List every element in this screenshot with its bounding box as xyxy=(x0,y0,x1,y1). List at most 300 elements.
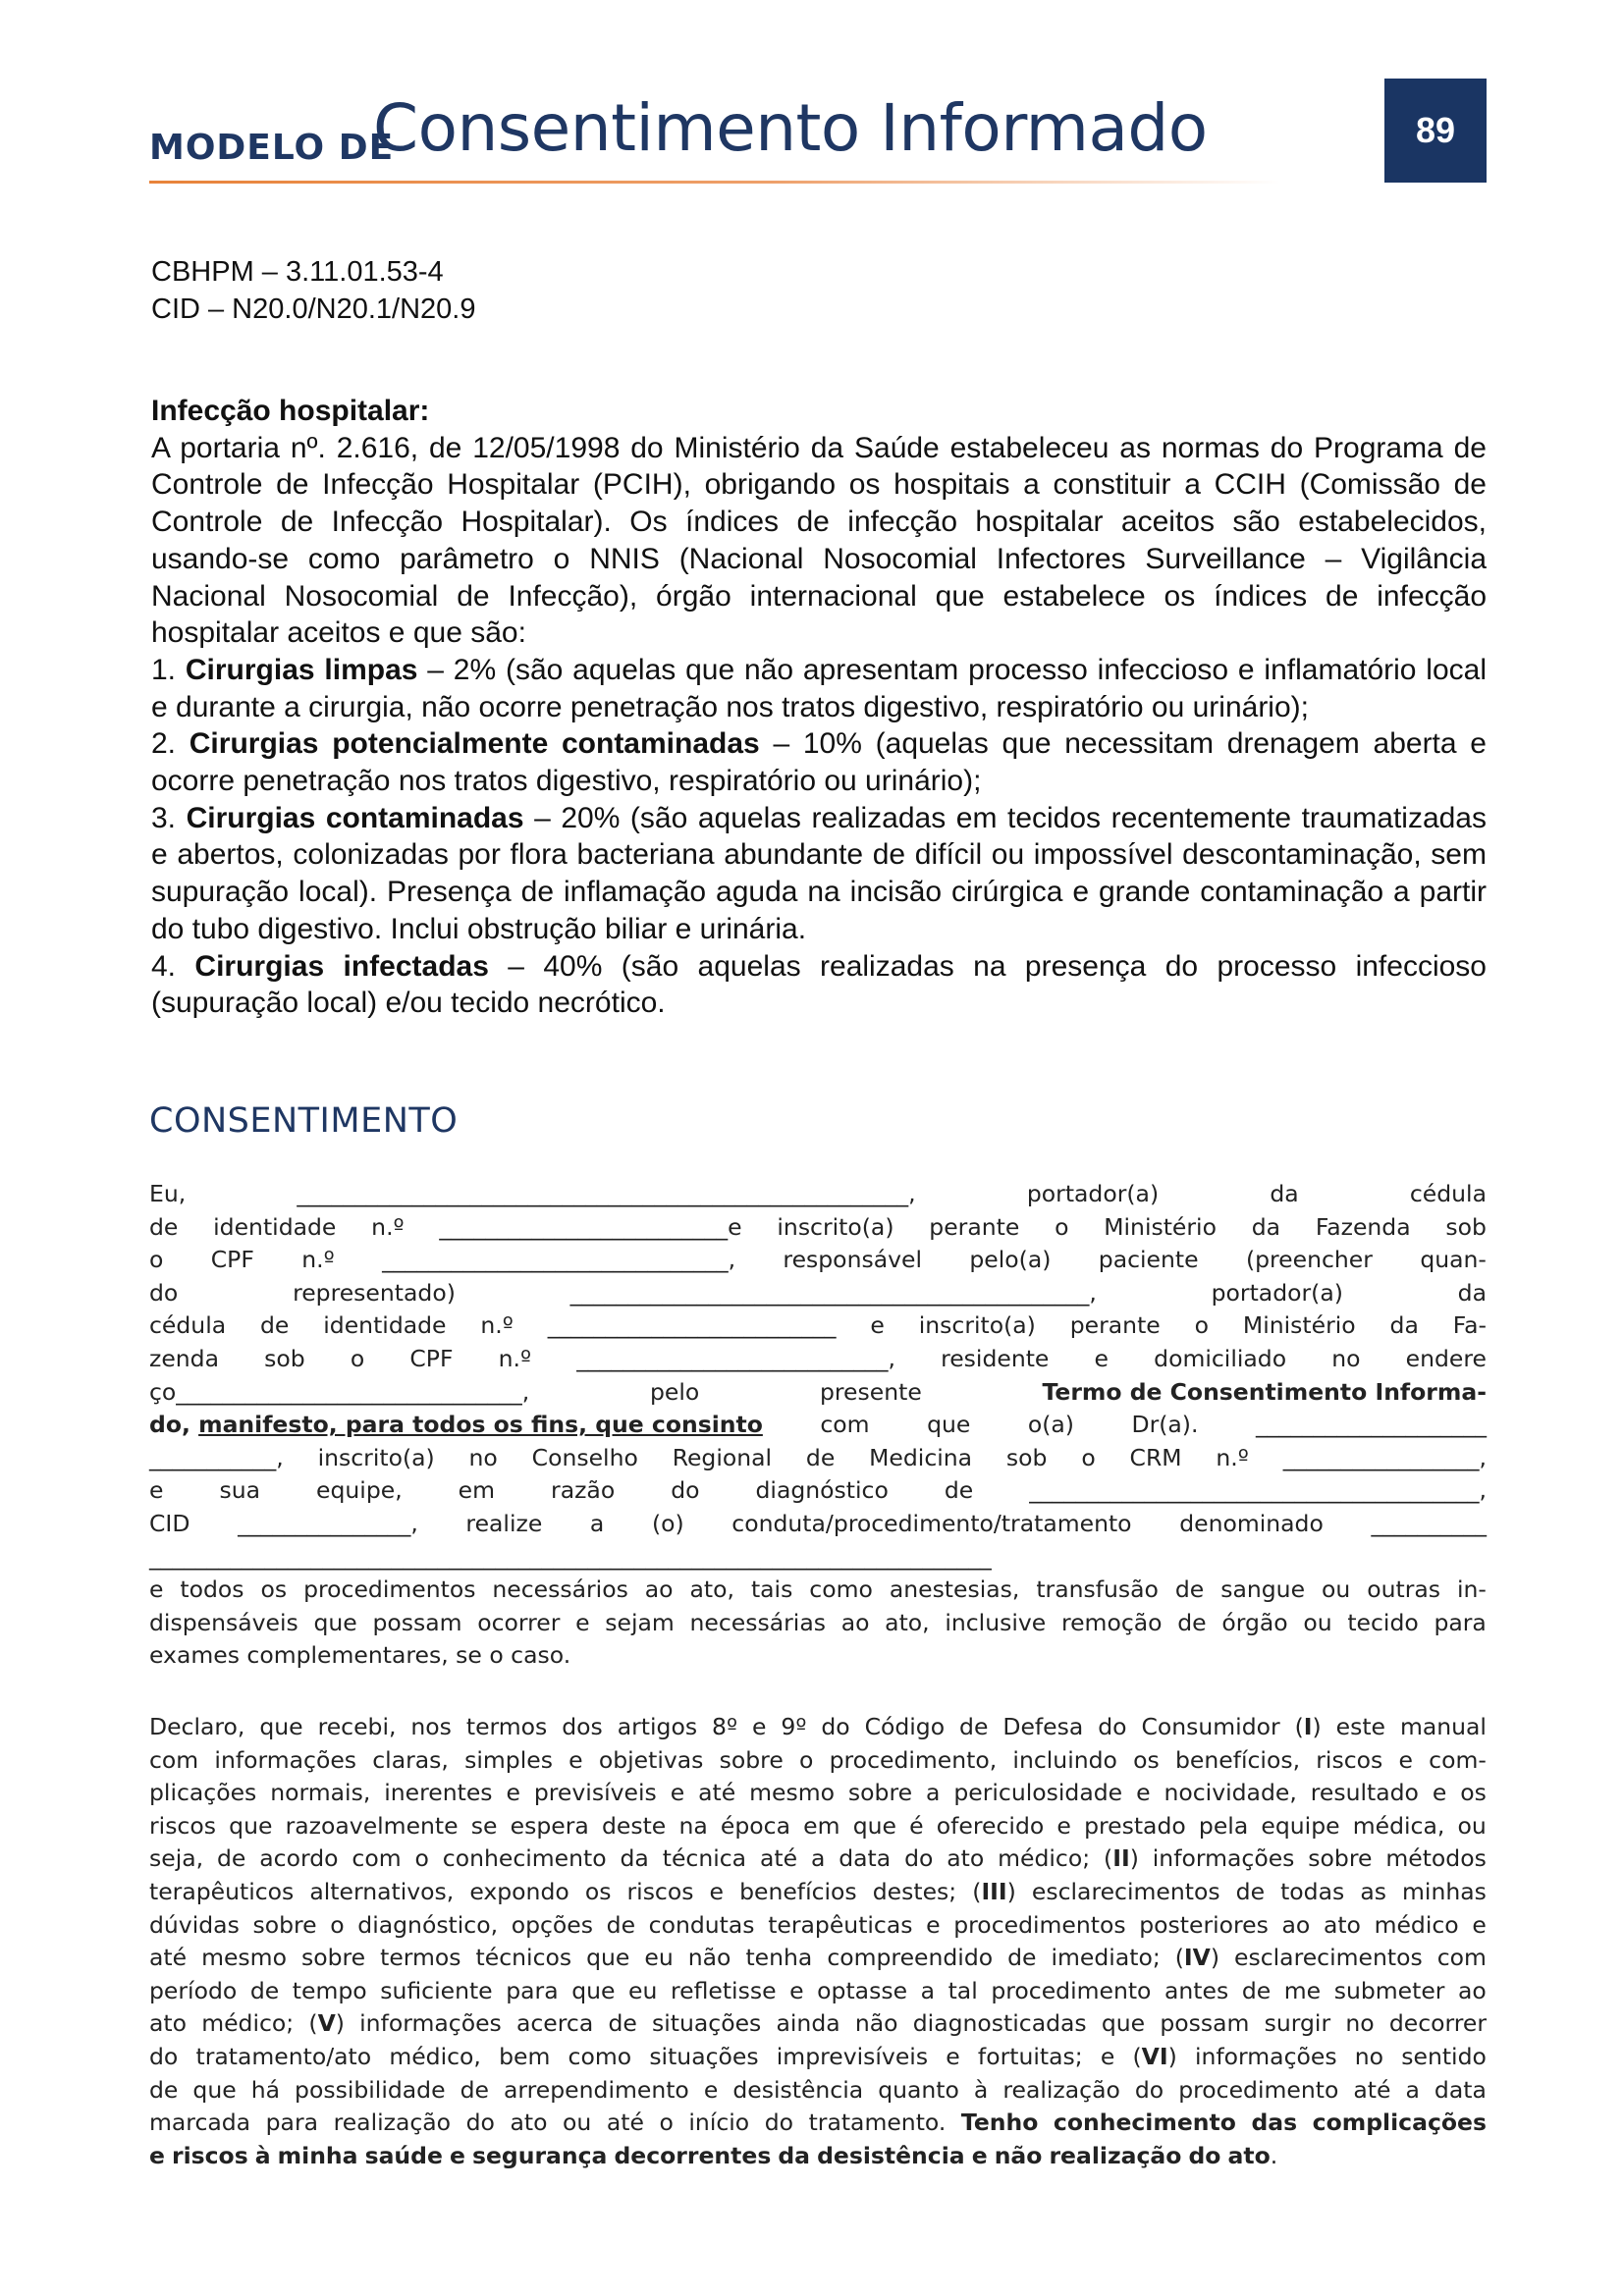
declaration-word: Declaro, xyxy=(149,1713,245,1740)
declaration-word: a xyxy=(1405,2075,1420,2104)
consent-word: transfusão xyxy=(1036,1575,1159,1604)
infection-heading: Infecção hospitalar: xyxy=(151,395,430,427)
declaration-word: realização xyxy=(1002,2075,1120,2104)
declaration-word: do xyxy=(821,1713,850,1740)
declaration-word: à xyxy=(973,2075,989,2104)
declaration-line xyxy=(149,1810,1487,1843)
declaration-word: submeter xyxy=(1333,1976,1445,2004)
declaration-word: equipe xyxy=(1261,1811,1340,1840)
declaration-word: acerca xyxy=(515,2009,594,2038)
declaration-word: ato xyxy=(1323,1910,1361,1939)
declaration-word: recebi, xyxy=(317,1713,397,1740)
declaration-word: médico; xyxy=(998,1844,1091,1873)
declaration-word: objetivas xyxy=(598,1745,704,1774)
declaration-word: que xyxy=(586,1944,630,1972)
consent-word: e xyxy=(575,1608,590,1636)
declaration-word: e xyxy=(670,1779,685,1807)
declaration-word: da xyxy=(620,1844,649,1873)
consent-word: procedimentos xyxy=(303,1575,476,1604)
declaration-word: Consumidor xyxy=(1141,1713,1280,1740)
declaration-word: não xyxy=(687,1944,731,1972)
declaration-word: complicações xyxy=(1312,2109,1487,2137)
consent-line xyxy=(149,1376,1487,1410)
consent-word: Termo de Consentimento Informa- xyxy=(1042,1377,1487,1406)
declaration-word: e xyxy=(971,2141,988,2169)
declaration-word: não xyxy=(854,2009,898,2038)
consent-word: quan- xyxy=(1420,1246,1487,1274)
declaration-word: época xyxy=(720,1811,790,1840)
consent-word: _________________, xyxy=(1282,1443,1487,1471)
declaration-word: sobre xyxy=(847,1779,913,1807)
declaration-word: e xyxy=(568,1745,583,1774)
declaration-word: condutas xyxy=(648,1910,755,1939)
consent-word: ato, xyxy=(689,1575,734,1604)
header-title-prefix: MODELO DE xyxy=(149,128,395,168)
declaration-word: (VI) xyxy=(1132,2042,1177,2070)
declaration-word: no xyxy=(1354,2042,1384,2070)
consent-word: Ministério xyxy=(1242,1311,1356,1340)
declaration-line xyxy=(149,1975,1487,2008)
declaration-word: do xyxy=(1188,2141,1221,2169)
declaration-word: do xyxy=(904,1844,934,1873)
infection-item: 2. Cirurgias potencialmente contaminadas – 10% (aquelas que necessitam drenagem aberta e ocorre penetração nos tratos digestivo, respiratório ou urinário); xyxy=(151,727,1487,798)
consent-word: CID xyxy=(149,1509,190,1537)
consent-word: ao xyxy=(644,1575,674,1604)
consent-word: equipe, xyxy=(316,1476,403,1505)
declaration-word: desistência xyxy=(732,2075,864,2104)
consent-word: necessários xyxy=(492,1575,628,1604)
declaration-word: benefícios xyxy=(739,1877,857,1905)
declaration-word: ato xyxy=(947,1844,985,1873)
declaration-word: até xyxy=(759,1844,798,1873)
consent-word: pelo xyxy=(649,1377,700,1406)
declaration-word: médico xyxy=(1374,1910,1459,1939)
consent-bold-phrase: do, manifesto, para todos os fins, que consinto xyxy=(149,1411,763,1439)
declaration-word: de xyxy=(217,1844,246,1873)
declaration-word: informações xyxy=(1194,2042,1337,2070)
declaration-word: (I) xyxy=(1294,1713,1322,1740)
consent-word: necessárias xyxy=(689,1608,826,1636)
declaration-word: e xyxy=(926,1910,941,1939)
infection-intro: A portaria nº. 2.616, de 12/05/1998 do Ministério da Saúde estabeleceu as normas do Programa de Controle de Infecção Hospitalar (PCIH), obrigando os hospitais a constituir a CCIH (Comissão de Controle de Infecção Hospitalar). Os índices de infecção hospitalar aceitos são estabelecidos, usando-se como parâmetro o NNIS (Nacional Nosocomial Infectores Surveillance – Vigilância Nacional Nosocomial de Infecção), órgão internacional que estabelece os índices de infecção hospitalar aceitos e que são: xyxy=(151,431,1487,650)
declaration-word: imediato; xyxy=(1051,1944,1161,1972)
declaration-line xyxy=(149,2140,1487,2173)
declaration-word: refletisse xyxy=(670,1976,777,2004)
declaration-word: riscos xyxy=(626,1877,694,1905)
declaration-word: eu xyxy=(644,1944,674,1972)
consent-word: paciente xyxy=(1098,1246,1199,1274)
declaration-word: possam xyxy=(1160,2009,1250,2038)
declaration-word: e xyxy=(449,2141,465,2169)
infection-item: 1. Cirurgias limpas – 2% (são aquelas que não apresentam processo infeccioso e inflamatório local e durante a cirurgia, não ocorre penetração nos tratos digestivo, respiratório ou urinário); xyxy=(151,653,1488,723)
consent-word: ____________________ xyxy=(1255,1411,1487,1439)
consent-word: CRM xyxy=(1129,1443,1182,1471)
declaration-word: suficiente xyxy=(380,1976,493,2004)
declaration-line xyxy=(149,1744,1487,1778)
consent-word: de xyxy=(805,1443,836,1471)
declaration-word: razoavelmente xyxy=(285,1811,459,1840)
declaration-word: é xyxy=(909,1811,924,1840)
declaration-word: de xyxy=(1241,1976,1272,2004)
consent-word: órgão xyxy=(1221,1608,1288,1636)
header-title: Consentimento Informado xyxy=(373,90,1208,166)
consent-word: do xyxy=(149,1278,179,1307)
declaration-word: com xyxy=(149,1745,199,1774)
declaration-word: simples xyxy=(464,1745,553,1774)
declaration-word: de xyxy=(959,1713,989,1740)
declaration-word: com xyxy=(352,1844,402,1873)
consent-word: in- xyxy=(1456,1575,1487,1604)
declaration-word: arrependimento xyxy=(504,2075,689,2104)
declaration-word: optasse xyxy=(817,1976,908,2004)
consent-word: com xyxy=(820,1411,870,1439)
cbhpm-code: CBHPM – 3.11.01.53-4 xyxy=(151,256,444,288)
consent-line xyxy=(149,1574,1487,1607)
consent-word: possam xyxy=(372,1608,462,1636)
consent-form xyxy=(149,1178,1487,1673)
declaration-word: realização xyxy=(333,2109,452,2137)
declaration-word: mesmo xyxy=(749,1779,835,1807)
declaration-word: inerentes xyxy=(384,1779,493,1807)
declaration-word: surgir xyxy=(1264,2009,1331,2038)
declaration-word: sentido xyxy=(1401,2042,1487,2070)
page-header xyxy=(149,90,1485,188)
declaration-word: a xyxy=(810,1844,826,1873)
consent-word: exames complementares, se o caso. xyxy=(149,1641,571,1670)
declaration-word: na xyxy=(678,1811,708,1840)
consent-word: _________________________________________________________________________ xyxy=(149,1542,992,1571)
declaration-word: periculosidade xyxy=(953,1779,1123,1807)
declaration-word: médica, xyxy=(1352,1811,1445,1840)
consent-word: razão xyxy=(551,1476,616,1505)
consent-line xyxy=(149,1508,1487,1541)
declaration-word: sobre xyxy=(252,1910,317,1939)
declaration-word: Código xyxy=(864,1713,946,1740)
header-rule xyxy=(149,181,1280,184)
declaration-word: situações xyxy=(652,2009,762,2038)
consent-word: ocorrer xyxy=(477,1608,561,1636)
declaration-word: o xyxy=(414,1844,429,1873)
infection-section xyxy=(151,393,1487,1022)
declaration-word: incluindo xyxy=(1012,1745,1117,1774)
declaration-word: data xyxy=(1434,2075,1487,2104)
declaration-word: riscos xyxy=(149,1811,216,1840)
page-number-badge: 89 xyxy=(1384,79,1487,183)
declaration-word: das xyxy=(1251,2109,1298,2137)
declaration-word: conhecimento xyxy=(1053,2109,1236,2137)
declaration-word: procedimento xyxy=(991,1976,1152,2004)
infection-item: 3. Cirurgias contaminadas – 20% (são aquelas realizadas em tecidos recentemente traumatizadas e abertos, colonizadas por flora bacteriana abundante de difícil ou impossível descontaminação, sem supuração local). Presença de inflamação aguda na incisão cirúrgica e grande contaminação a partir do tubo digestivo. Inclui obstrução biliar e urinária. xyxy=(151,801,1487,945)
declaration-word: claras, xyxy=(372,1745,449,1774)
declaration-word: oferecido xyxy=(936,1811,1045,1840)
declaration-word: mesmo xyxy=(201,1944,287,1972)
consent-word: portador(a) xyxy=(1211,1278,1343,1307)
consent-word: perante xyxy=(1069,1311,1161,1340)
consent-word: tecido xyxy=(1347,1608,1419,1636)
declaration-word: terapêuticos xyxy=(149,1877,295,1905)
consent-word: diagnóstico xyxy=(755,1476,889,1505)
declaration-word: de xyxy=(149,2075,179,2104)
consent-word: ou xyxy=(1321,1575,1351,1604)
declaration-word: do xyxy=(1098,1713,1127,1740)
declaration-word: esclarecimentos xyxy=(1031,1877,1220,1905)
consent-word: em xyxy=(458,1476,496,1505)
consent-word: sob xyxy=(1005,1443,1048,1471)
declaration-word: e xyxy=(709,1877,725,1905)
consent-word: (o) xyxy=(651,1509,684,1537)
declaration-word: imprevisíveis xyxy=(776,2042,929,2070)
declaration-paragraph xyxy=(149,1711,1487,2172)
consent-word: tais xyxy=(750,1575,793,1604)
declaration-word: técnica xyxy=(662,1844,747,1873)
consent-word: n.º xyxy=(1216,1443,1249,1471)
declaration-word: e xyxy=(789,1976,804,2004)
declaration-word: os xyxy=(1133,1745,1160,1774)
consent-word: denominado xyxy=(1179,1509,1324,1537)
consent-line xyxy=(149,1474,1487,1508)
declaration-word: decorrentes xyxy=(614,2141,772,2169)
declaration-line xyxy=(149,1842,1487,1876)
declaration-word: e xyxy=(751,1713,767,1740)
declaration-line xyxy=(149,1942,1487,1975)
declaration-word: seja, xyxy=(149,1844,204,1873)
declaration-word: e xyxy=(703,2075,719,2104)
declaration-word: o xyxy=(799,1745,814,1774)
declaration-word: (III) xyxy=(972,1877,1016,1905)
procedure-codes xyxy=(151,253,475,328)
consent-word: sangue xyxy=(1220,1575,1306,1604)
consent-word: a xyxy=(589,1509,605,1537)
consent-word: da xyxy=(1270,1180,1299,1207)
consent-word: presente xyxy=(819,1377,922,1406)
declaration-word: dos xyxy=(562,1713,603,1740)
declaration-word: que xyxy=(571,1976,616,2004)
declaration-word: bem xyxy=(499,2042,551,2070)
declaration-word: à xyxy=(254,2141,271,2169)
declaration-word: do xyxy=(465,2109,495,2137)
declaration-word: médico, xyxy=(389,2042,481,2070)
consent-word: CPF xyxy=(210,1246,254,1274)
declaration-line xyxy=(149,1777,1487,1810)
consent-word: da xyxy=(1457,1278,1487,1307)
declaration-line xyxy=(149,1876,1487,1909)
consent-word: para xyxy=(1434,1608,1487,1636)
consent-word: anestesias, xyxy=(889,1575,1020,1604)
declaration-word: ao xyxy=(1458,1976,1487,2004)
declaration-word: no xyxy=(1345,2009,1375,2038)
consent-word: realize xyxy=(465,1509,543,1537)
declaration-word: há xyxy=(250,2075,281,2104)
consent-word: inscrito(a) xyxy=(777,1212,894,1241)
declaration-word: ato. xyxy=(1227,2141,1278,2169)
consent-word: cédula xyxy=(1409,1180,1487,1207)
declaration-word: resultado xyxy=(1310,1779,1419,1807)
consent-word: ato, xyxy=(885,1608,930,1636)
consent-word: ___________________________, xyxy=(576,1344,895,1372)
declaration-word: termos xyxy=(465,1713,548,1740)
declaration-word: acordo xyxy=(259,1844,339,1873)
declaration-word: manual xyxy=(1399,1713,1487,1740)
declaration-word: até xyxy=(606,2109,644,2137)
consent-word: endere xyxy=(1405,1344,1487,1372)
declaration-word: de xyxy=(1235,1877,1266,1905)
declaration-word: nocividade, xyxy=(1164,1779,1297,1807)
declaration-word: diagnóstico, xyxy=(357,1910,499,1939)
declaration-word: de xyxy=(460,2075,489,2104)
declaration-word: métodos xyxy=(1385,1844,1487,1873)
consent-word: o xyxy=(1081,1443,1096,1471)
declaration-word: sobre xyxy=(300,1944,366,1972)
consent-word: no xyxy=(468,1443,498,1471)
declaration-line xyxy=(149,2107,1487,2140)
declaration-word: ao xyxy=(1281,1910,1311,1939)
declaration-word: de xyxy=(606,1910,636,1939)
declaration-word: sobre xyxy=(1308,1844,1373,1873)
declaration-word: como xyxy=(568,2042,632,2070)
declaration-word: de xyxy=(249,1976,280,2004)
declaration-word: e xyxy=(946,2042,960,2070)
consent-word: CPF xyxy=(409,1344,454,1372)
declaration-word: minha xyxy=(277,2141,358,2169)
consent-word: sua xyxy=(219,1476,261,1505)
declaration-word: e xyxy=(506,1779,520,1807)
declaration-word: médico; xyxy=(201,2009,295,2038)
declaration-word: procedimento, xyxy=(829,1745,998,1774)
declaration-word: tratamento/ato xyxy=(195,2042,372,2070)
declaration-word: situações xyxy=(649,2042,759,2070)
declaration-word: as xyxy=(1360,1877,1386,1905)
consent-word: conduta/procedimento/tratamento xyxy=(731,1509,1132,1537)
consent-word: no xyxy=(1331,1344,1361,1372)
declaration-word: início xyxy=(688,2109,750,2137)
consent-word: identidade xyxy=(323,1311,447,1340)
declaration-word: da xyxy=(778,2141,811,2169)
declaration-word: Defesa xyxy=(1002,1713,1084,1740)
declaration-word: e xyxy=(1432,1779,1447,1807)
declaration-word: de xyxy=(1007,1944,1037,1972)
consent-word: o xyxy=(1055,1212,1069,1241)
consent-line xyxy=(149,1541,1487,1575)
declaration-word: ou xyxy=(563,2109,592,2137)
declaration-line xyxy=(149,2041,1487,2074)
infection-item: 4. Cirurgias infectadas – 40% (são aquelas realizadas na presença do processo infeccioso (supuração local) e/ou tecido necrótico. xyxy=(151,949,1487,1020)
consent-word: do xyxy=(671,1476,700,1505)
consent-word: residente xyxy=(941,1344,1050,1372)
consent-word: Eu, xyxy=(149,1180,187,1207)
consent-word: e xyxy=(1094,1344,1110,1372)
declaration-word: procedimento xyxy=(1178,2075,1339,2104)
declaration-word: o xyxy=(659,2109,674,2137)
consent-word: o(a) xyxy=(1027,1411,1074,1439)
declaration-word: informações xyxy=(214,1745,357,1774)
declaration-word: termos xyxy=(380,1944,461,1972)
declaration-word: (II) xyxy=(1104,1844,1139,1873)
consent-word: o xyxy=(1194,1311,1210,1340)
consent-line xyxy=(149,1409,1487,1442)
declaration-word: e xyxy=(1056,1811,1071,1840)
consent-word: inscrito(a) xyxy=(918,1311,1036,1340)
declaration-word: técnicos xyxy=(475,1944,572,1972)
declaration-word: posteriores xyxy=(1139,1910,1269,1939)
consent-word: ______________________________, xyxy=(382,1246,736,1274)
consent-word: de xyxy=(149,1212,179,1241)
consent-word: outras xyxy=(1367,1575,1441,1604)
consent-word: Fa- xyxy=(1452,1311,1487,1340)
declaration-word: tratamento. xyxy=(808,2109,947,2137)
consent-word: identidade xyxy=(213,1212,337,1241)
declaration-word: os xyxy=(584,1877,612,1905)
consent-word: ao xyxy=(840,1608,870,1636)
declaration-word: e xyxy=(1136,1779,1151,1807)
consent-word: Regional xyxy=(672,1443,773,1471)
declaration-word: previsíveis xyxy=(533,1779,657,1807)
declaration-word: do xyxy=(1134,2075,1164,2104)
consent-word: inscrito(a) xyxy=(317,1443,435,1471)
declaration-line xyxy=(149,1909,1487,1943)
declaration-word: em xyxy=(803,1811,840,1840)
declaration-word: espera xyxy=(510,1811,589,1840)
consent-word: n.º xyxy=(301,1246,335,1274)
declaration-word: até xyxy=(1353,2075,1391,2104)
consent-line xyxy=(149,1607,1487,1640)
declaration-line xyxy=(149,2074,1487,2108)
declaration-word: e xyxy=(149,2141,165,2169)
declaration-word: se xyxy=(470,1811,498,1840)
consent-word: _________________________ xyxy=(547,1311,837,1340)
consent-word: dispensáveis xyxy=(149,1608,298,1636)
declaration-word: data xyxy=(839,1844,892,1873)
consent-word: Fazenda xyxy=(1315,1212,1411,1241)
consent-word: que xyxy=(927,1411,971,1439)
consent-line xyxy=(149,1309,1487,1343)
declaration-word: ou xyxy=(1457,1811,1487,1840)
consent-line xyxy=(149,1211,1487,1245)
consent-word: da xyxy=(1389,1311,1419,1340)
declaration-word: que xyxy=(259,1713,303,1740)
declaration-word: sobre xyxy=(719,1745,784,1774)
consent-word: de xyxy=(260,1311,290,1340)
declaration-word: do xyxy=(149,2042,179,2070)
declaration-word: segurança xyxy=(471,2141,608,2169)
consent-word: ou xyxy=(1303,1608,1332,1636)
declaration-word: tenha xyxy=(745,1944,813,1972)
consent-word: ço______________________________, xyxy=(149,1377,530,1406)
declaration-word: que xyxy=(229,1811,273,1840)
declaration-word: plicações xyxy=(149,1779,257,1807)
consent-line xyxy=(149,1277,1487,1310)
consent-word: todos xyxy=(180,1575,244,1604)
declaration-word: procedimentos xyxy=(953,1910,1126,1939)
consent-word: domiciliado xyxy=(1154,1344,1287,1372)
declaration-word: para xyxy=(265,2109,319,2137)
consent-word: _____________________________________________________, xyxy=(297,1180,916,1207)
consent-word: _______________________________________, xyxy=(1029,1476,1487,1505)
declaration-word: a xyxy=(926,1779,941,1807)
consent-word: _________________________e xyxy=(439,1212,742,1241)
consent-word: Dr(a). xyxy=(1131,1411,1199,1439)
declaration-word: Tenho xyxy=(960,2109,1039,2137)
declaration-word: ato xyxy=(510,2109,548,2137)
declaration-word: e xyxy=(1472,1910,1487,1939)
declaration-word: a xyxy=(920,1976,936,2004)
declaration-line xyxy=(149,1711,1487,1744)
declaration-word: desistência xyxy=(817,2141,965,2169)
consent-word: _______________, xyxy=(238,1509,418,1537)
declaration-word: fortuitas; xyxy=(977,2042,1083,2070)
declaration-word: possibilidade xyxy=(295,2075,446,2104)
declaration-word: este xyxy=(1335,1713,1386,1740)
declaration-word: me xyxy=(1283,1976,1322,2004)
